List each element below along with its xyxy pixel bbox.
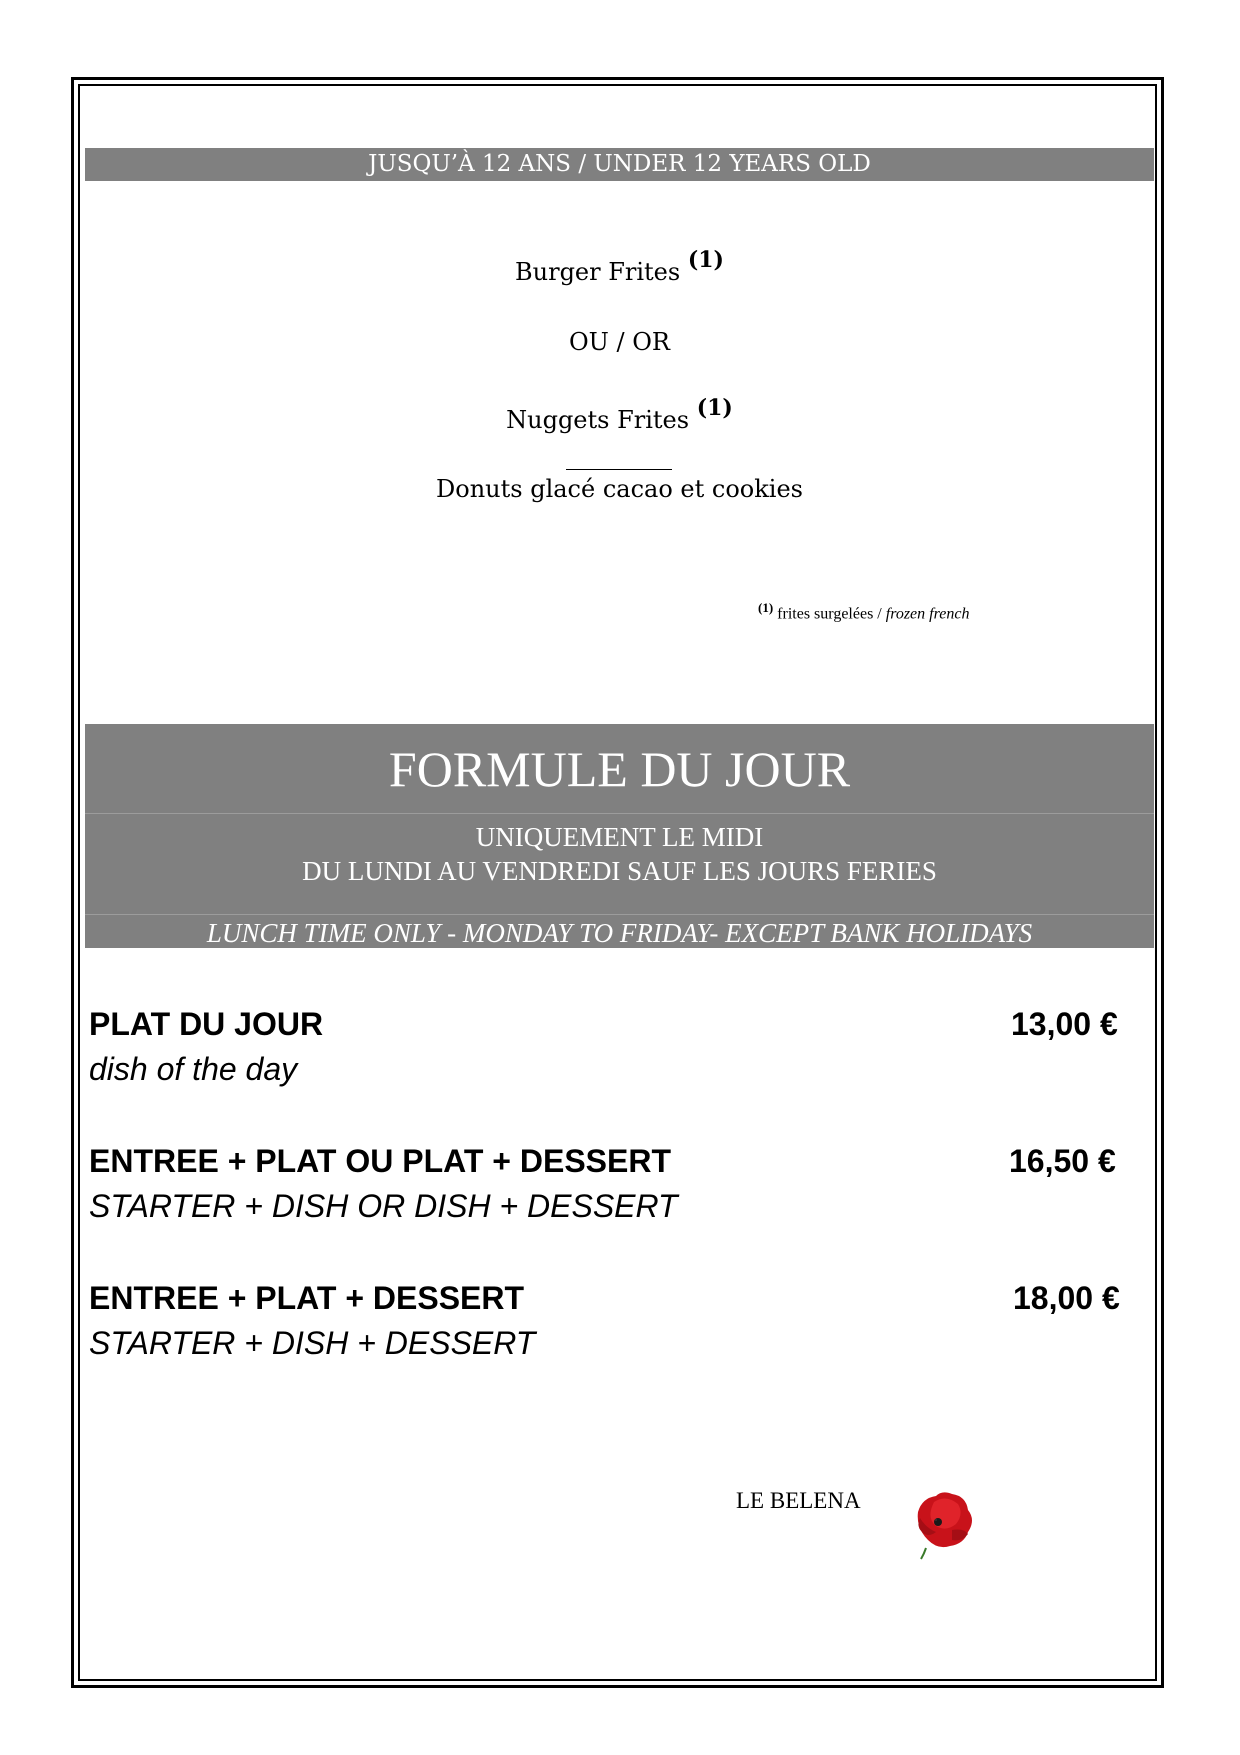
menu-item-price: 16,50 € bbox=[1009, 1143, 1116, 1179]
menu-item-name: ENTREE + PLAT + DESSERT bbox=[89, 1280, 525, 1316]
kids-item-burger bbox=[85, 247, 1154, 286]
kids-or-separator: OU / OR bbox=[569, 328, 670, 356]
menu-item-english: dish of the day bbox=[89, 1051, 298, 1087]
kids-divider-line bbox=[566, 469, 672, 470]
menu-item-english: STARTER + DISH OR DISH + DESSERT bbox=[89, 1188, 678, 1224]
kids-item-nuggets bbox=[85, 395, 1154, 434]
formule-title: FORMULE DU JOUR bbox=[85, 724, 1154, 814]
menu-item-price: 13,00 € bbox=[1011, 1006, 1118, 1042]
formule-subtitle-line1: UNIQUEMENT LE MIDI bbox=[475, 822, 764, 852]
menu-item-price: 18,00 € bbox=[1013, 1280, 1120, 1316]
footnote-en: frozen french bbox=[885, 605, 970, 623]
menu-item-english: STARTER + DISH + DESSERT bbox=[89, 1325, 536, 1361]
formule-english: LUNCH TIME ONLY - MONDAY TO FRIDAY- EXCEPT BANK HOLIDAYS bbox=[206, 918, 1033, 948]
footnote-fr: frites surgelées bbox=[777, 605, 874, 623]
kids-footnote bbox=[758, 600, 969, 623]
formule-block bbox=[85, 724, 1154, 948]
kids-item-nuggets-label: Nuggets Frites bbox=[506, 406, 690, 434]
footnote-mark: (1) bbox=[758, 600, 774, 615]
kids-item-burger-label: Burger Frites bbox=[515, 258, 681, 286]
footnote-separator: / bbox=[877, 605, 882, 623]
menu-item-name: ENTREE + PLAT OU PLAT + DESSERT bbox=[89, 1143, 671, 1179]
restaurant-signature: LE BELENA bbox=[736, 1488, 861, 1513]
menu-item-name: PLAT DU JOUR bbox=[89, 1006, 324, 1042]
kids-item-burger-note: (1) bbox=[687, 247, 724, 273]
poppy-flower-icon bbox=[906, 1488, 976, 1560]
kids-item-nuggets-note: (1) bbox=[696, 395, 733, 421]
formule-subtitle bbox=[85, 815, 1154, 915]
formule-subtitle-line2: DU LUNDI AU VENDREDI SAUF LES JOURS FERIES bbox=[302, 856, 937, 886]
kids-dessert: Donuts glacé cacao et cookies bbox=[436, 475, 803, 503]
kids-menu-header: JUSQU’À 12 ANS / UNDER 12 YEARS OLD bbox=[85, 148, 1154, 181]
